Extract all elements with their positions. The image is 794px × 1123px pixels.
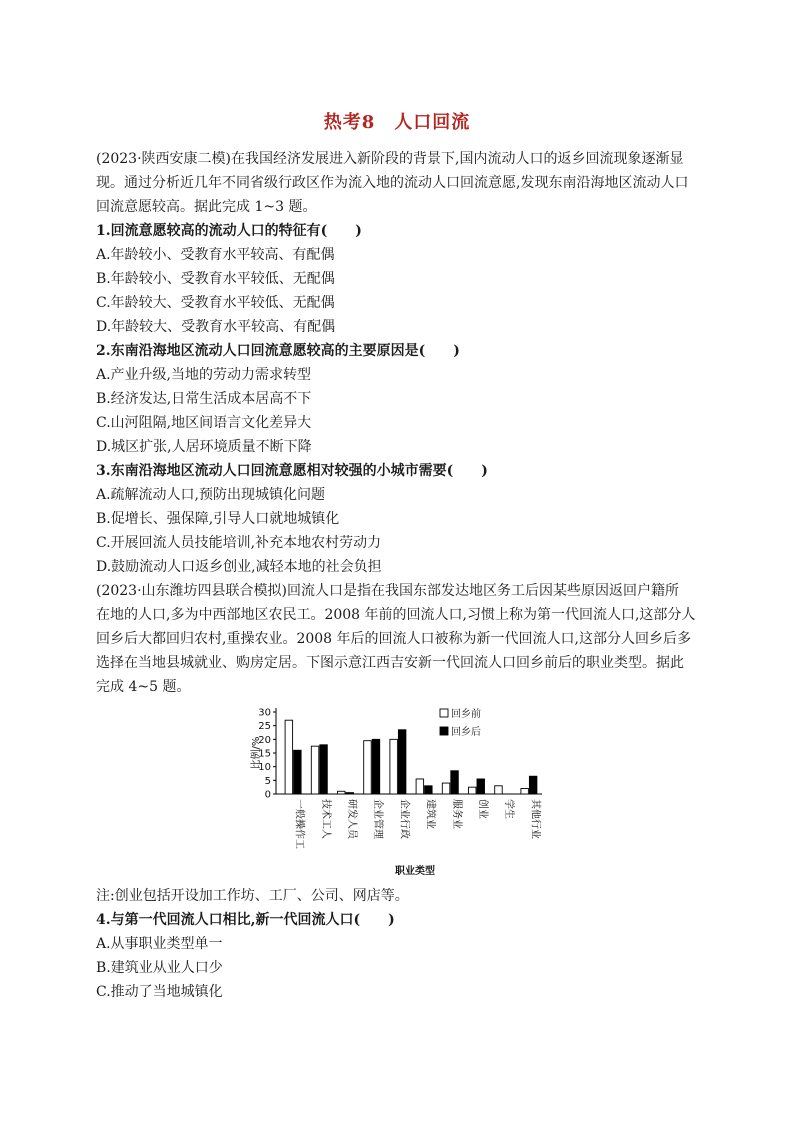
category-label: 其他行业 <box>529 799 541 839</box>
y-tick-label: 25 <box>258 721 271 733</box>
bar-after <box>398 730 406 794</box>
y-tick-label: 30 <box>258 707 271 719</box>
legend-label: 回乡前 <box>451 709 481 720</box>
y-tick-label: 10 <box>258 762 271 774</box>
category-label: 建筑业 <box>424 799 436 829</box>
intro2-line-5: 完成 4~5 题。 <box>96 679 191 695</box>
bar-before <box>442 783 450 794</box>
y-tick-label: 15 <box>258 748 271 760</box>
bar-before <box>311 746 319 794</box>
question-4-stem: 4.与第一代回流人口相比,新一代回流人口( ) <box>96 912 395 928</box>
chart-note: 注:创业包括开设加工作坊、工厂、公司、网店等。 <box>96 888 409 904</box>
category-label: 服务业 <box>450 799 462 829</box>
bar-before <box>416 779 424 794</box>
bar-before <box>469 787 477 794</box>
question-1-option-c: C.年龄较大、受教育水平较低、无配偶 <box>96 295 335 311</box>
category-label: 学生 <box>503 799 515 819</box>
occupation-chart <box>250 702 550 878</box>
chart-labels <box>294 799 543 877</box>
question-1-option-a: A.年龄较小、受教育水平较高、有配偶 <box>96 247 335 263</box>
bar-after <box>320 745 328 794</box>
question-2-stem: 2.东南沿海地区流动人口回流意愿较高的主要原因是( ) <box>96 343 460 359</box>
question-1-stem: 1.回流意愿较高的流动人口的特征有( ) <box>96 223 362 239</box>
bar-before <box>285 720 293 794</box>
bar-after <box>477 779 485 794</box>
intro1-line-3: 回流意愿较高。据此完成 1~3 题。 <box>96 199 317 215</box>
bar-after <box>451 771 459 794</box>
question-4-option-c: C.推动了当地城镇化 <box>96 984 223 1000</box>
question-1-option-d: D.年龄较大、受教育水平较高、有配偶 <box>96 319 336 335</box>
legend-swatch <box>440 727 448 735</box>
intro2-line-4: 选择在当地县城就业、购房定居。下图示意江西吉安新一代回流人口回乡前后的职业类型。据此 <box>96 655 684 671</box>
chart-bars <box>285 720 537 794</box>
intro2-line-1: (2023·山东潍坊四县联合模拟)回流人口是指在我国东部发达地区务工后因某些原因返回户籍所 <box>96 583 680 599</box>
occupation-bar-chart <box>250 702 550 878</box>
page-title: 热考8 人口回流 <box>323 112 471 133</box>
bar-before <box>390 739 398 794</box>
question-2-option-b: B.经济发达,日常生活成本居高不下 <box>96 391 312 407</box>
question-2-option-d: D.城区扩张,人居环境质量不断下降 <box>96 439 312 455</box>
chart-legend <box>440 707 481 738</box>
x-axis-label: 职业类型 <box>395 866 435 877</box>
category-label: 企业管理 <box>372 799 384 839</box>
bar-before <box>495 786 503 794</box>
bar-before <box>521 789 529 794</box>
question-2-option-c: C.山河阻隔,地区间语言文化差异大 <box>96 415 312 431</box>
y-tick-label: 20 <box>258 734 271 746</box>
y-tick-label: 0 <box>264 789 271 801</box>
y-tick-label: 5 <box>264 775 271 787</box>
intro2-line-3: 回乡后大都回归农村,重操农业。2008 年后的回流人口被称为新一代回流人口,这部分人回乡后多 <box>96 631 691 647</box>
intro1-line-1: (2023·陕西安康二模)在我国经济发展进入新阶段的背景下,国内流动人口的返乡回流现象逐渐显 <box>96 151 684 167</box>
intro2-line-2: 在地的人口,多为中西部地区农民工。2008 年前的回流人口,习惯上称为第一代回流人口,这部分人 <box>96 607 696 623</box>
question-3-option-d: D.鼓励流动人口返乡创业,减轻本地的社会负担 <box>96 559 382 575</box>
category-label: 一般操作工 <box>293 799 305 849</box>
bar-after <box>425 786 433 794</box>
legend-label: 回乡后 <box>451 727 481 738</box>
category-label: 企业行政 <box>398 799 410 839</box>
question-4-option-a: A.从事职业类型单一 <box>96 936 223 952</box>
question-1-option-b: B.年龄较小、受教育水平较低、无配偶 <box>96 271 335 287</box>
question-3-option-b: B.促增长、强保障,引导人口就地城镇化 <box>96 511 340 527</box>
bar-after <box>346 793 354 794</box>
legend-swatch <box>440 709 448 717</box>
category-label: 研发人员 <box>346 799 357 839</box>
bar-before <box>338 791 346 794</box>
y-axis-label: 比例/% <box>251 736 262 770</box>
question-3-option-c: C.开展回流人员技能培训,补充本地农村劳动力 <box>96 535 382 551</box>
question-3-stem: 3.东南沿海地区流动人口回流意愿相对较强的小城市需要( ) <box>96 463 488 479</box>
bar-after <box>372 739 380 794</box>
category-label: 创业 <box>477 799 488 819</box>
bar-after <box>529 776 537 794</box>
bar-before <box>364 741 372 794</box>
question-3-option-a: A.疏解流动人口,预防出现城镇化问题 <box>96 487 326 503</box>
question-2-option-a: A.产业升级,当地的劳动力需求转型 <box>96 367 312 383</box>
question-4-option-b: B.建筑业从业人口少 <box>96 960 223 976</box>
category-label: 技术工人 <box>319 799 331 839</box>
intro1-line-2: 现。通过分析近几年不同省级行政区作为流入地的流动人口回流意愿,发现东南沿海地区流动人口 <box>96 175 689 191</box>
bar-after <box>294 750 302 794</box>
